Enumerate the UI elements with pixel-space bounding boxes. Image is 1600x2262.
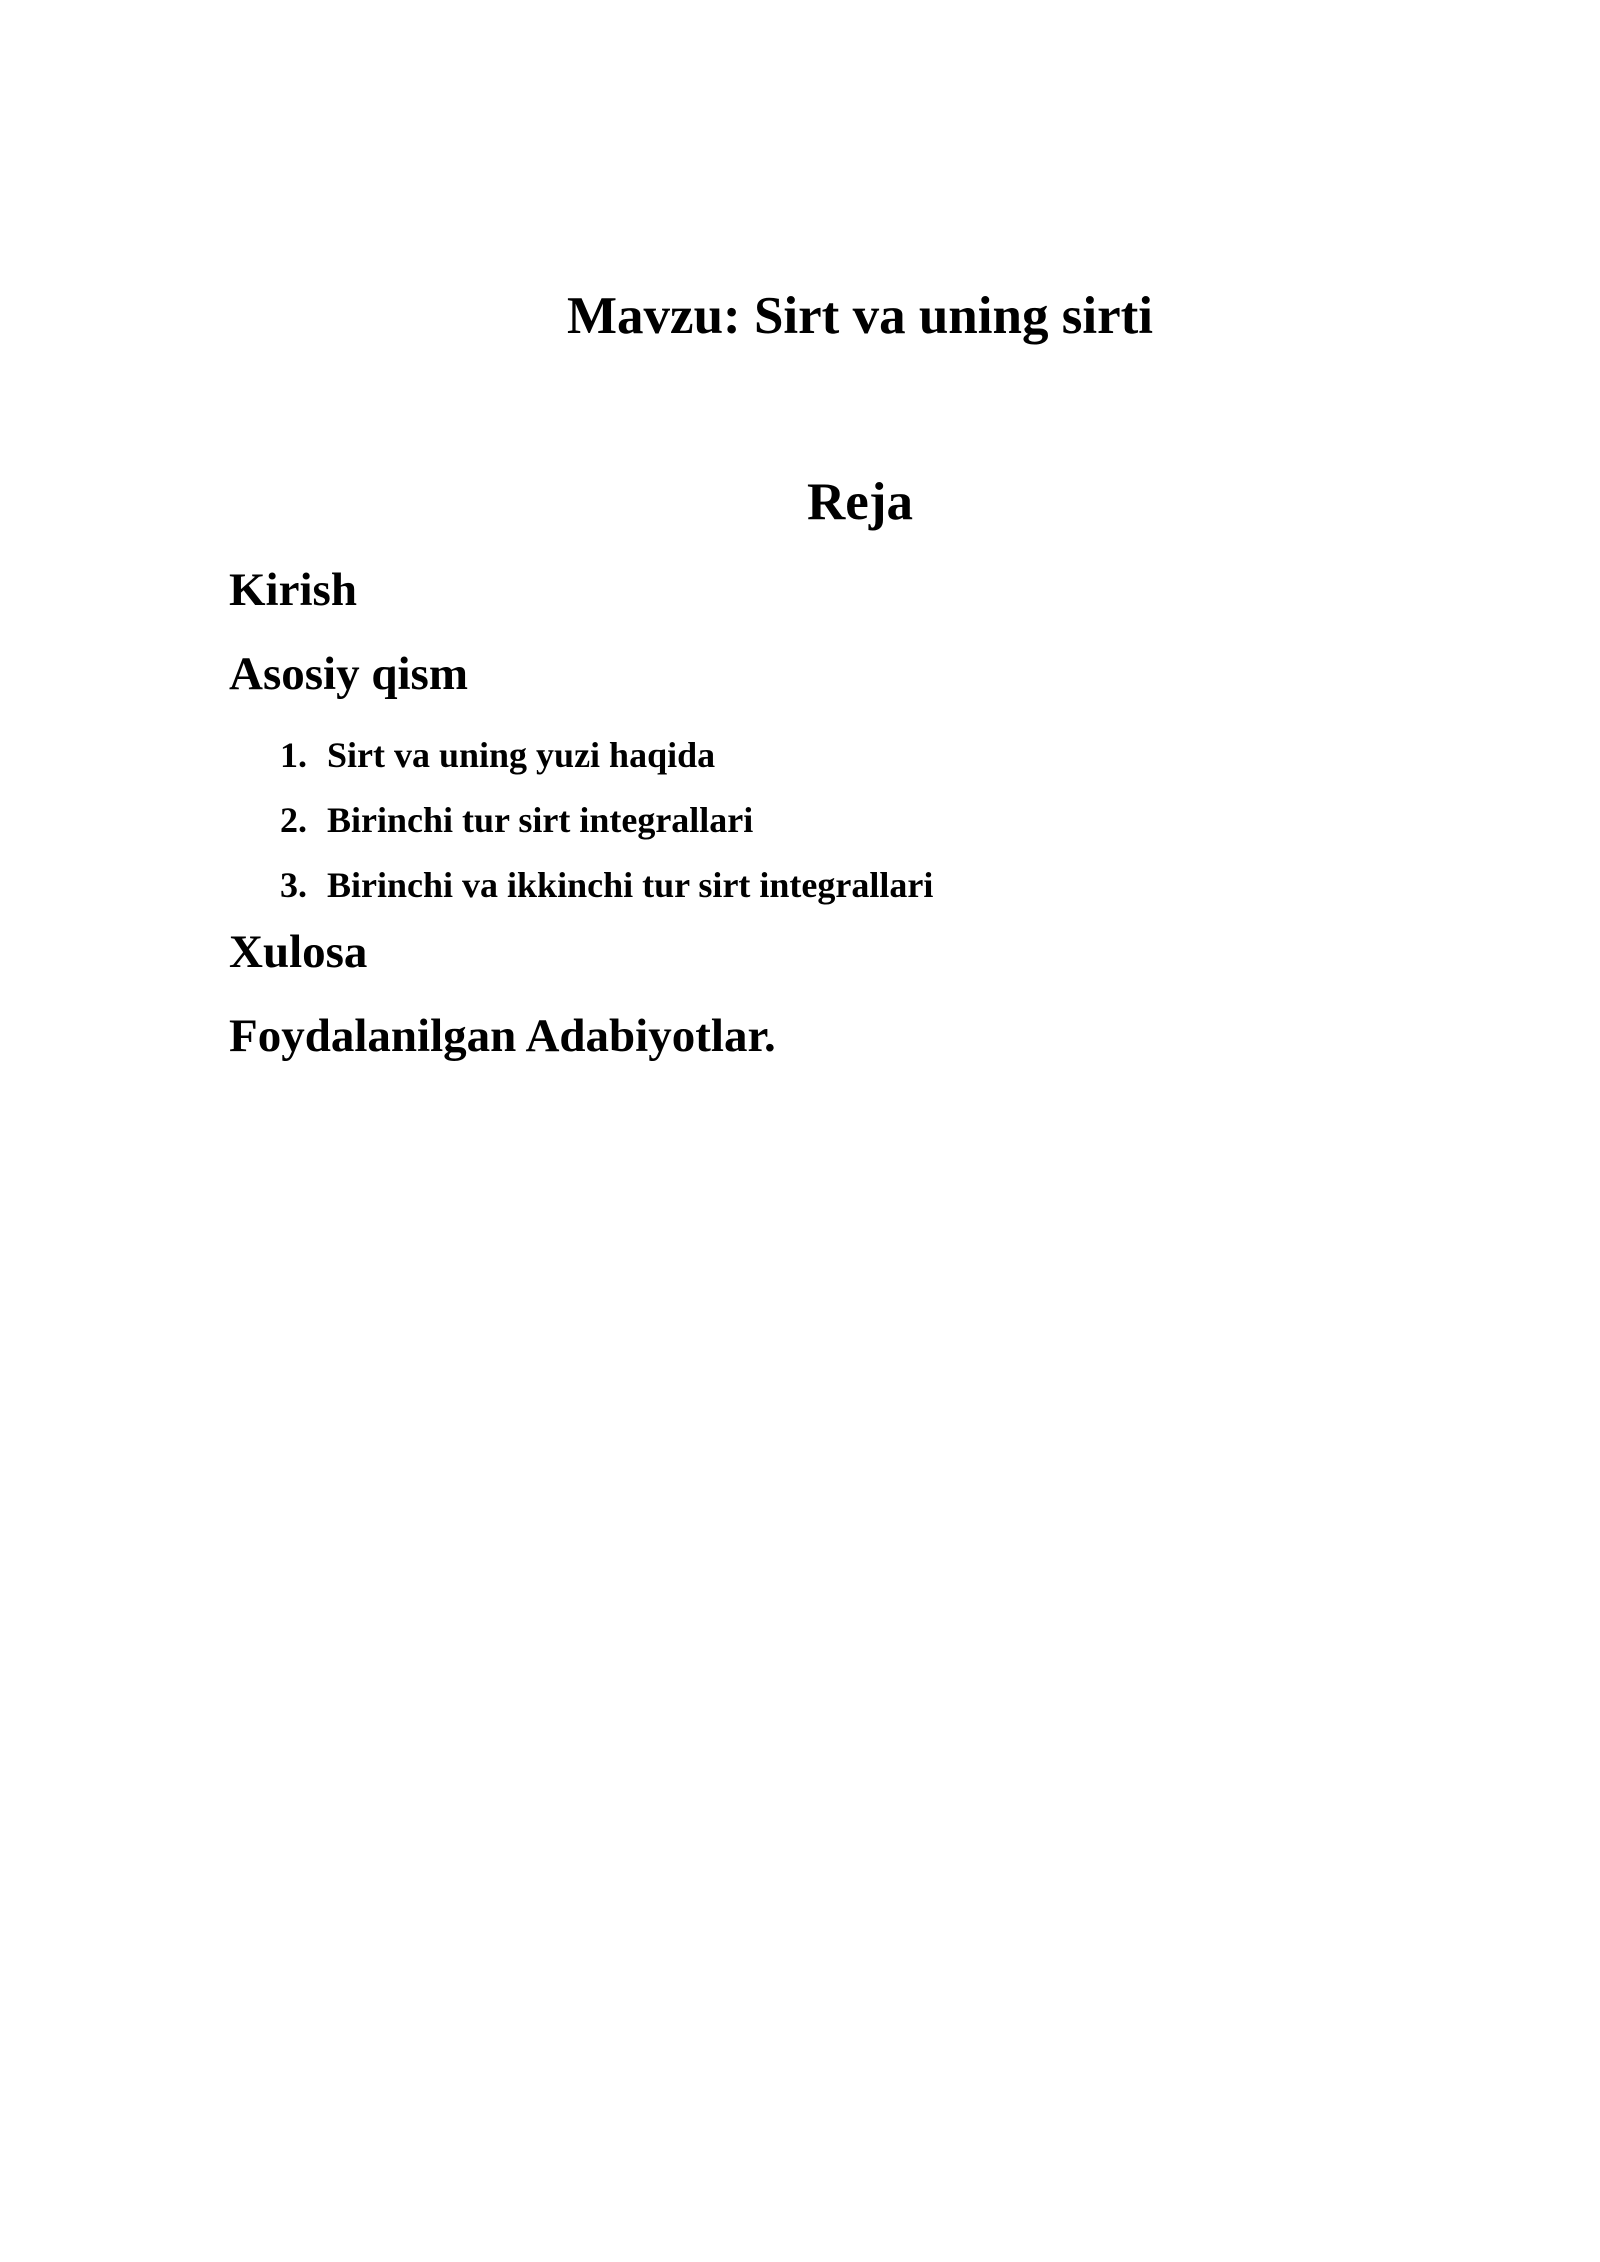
plan-heading: Reja bbox=[807, 473, 913, 531]
section-conclusion: Xulosa bbox=[229, 926, 368, 978]
list-item-text: Sirt va uning yuzi haqida bbox=[327, 735, 716, 775]
list-item-number: 3. bbox=[280, 865, 307, 905]
list-item-number: 2. bbox=[280, 800, 307, 840]
list-item-text: Birinchi va ikkinchi tur sirt integrallari bbox=[327, 865, 934, 905]
section-references: Foydalanilgan Adabiyotlar. bbox=[229, 1010, 776, 1062]
document-title: Mavzu: Sirt va uning sirti bbox=[567, 287, 1153, 345]
list-item-text: Birinchi tur sirt integrallari bbox=[327, 800, 754, 840]
section-main-part: Asosiy qism bbox=[229, 648, 468, 700]
section-introduction: Kirish bbox=[229, 564, 357, 616]
list-item-number: 1. bbox=[280, 735, 307, 775]
